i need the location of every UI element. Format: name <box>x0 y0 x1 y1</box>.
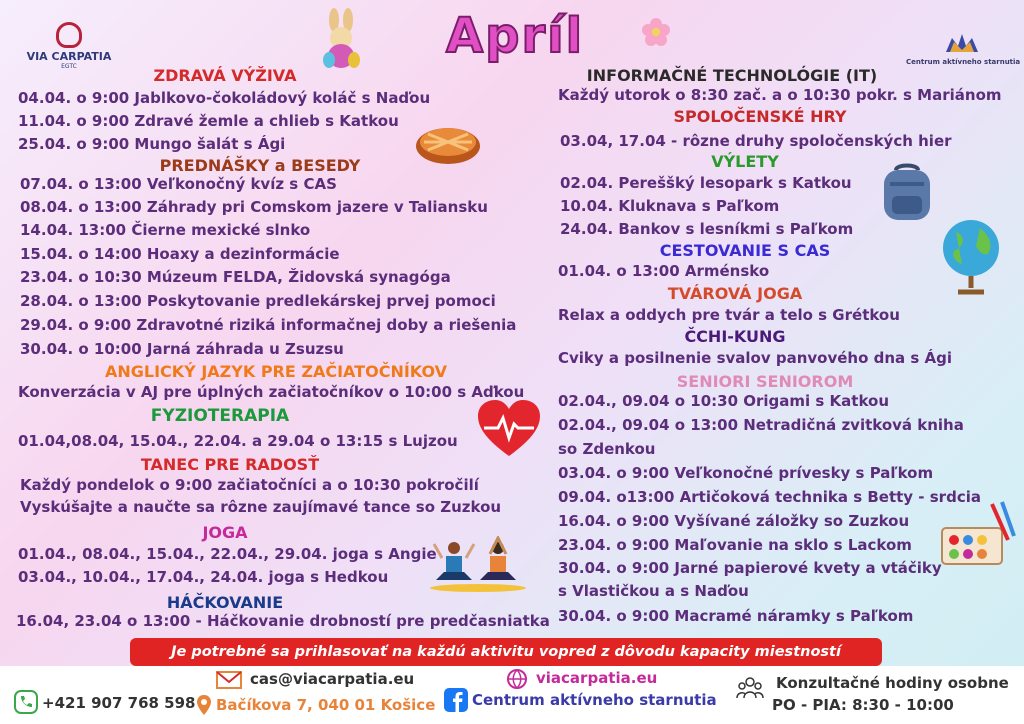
location-icon <box>196 694 212 716</box>
footer-web[interactable]: viacarpatia.eu <box>536 669 658 687</box>
heading-chi-kung: ČCHI-KUNG <box>684 327 786 346</box>
crown-icon <box>942 32 982 54</box>
list-item: 16.04. o 9:00 Vyšívané záložky so Zuzkou <box>558 512 910 530</box>
heading-anglicky-jazyk: ANGLICKÝ JAZYK PRE ZAČIATOČNÍKOV <box>104 362 448 381</box>
logo-via-carpatia <box>24 22 114 70</box>
heading-joga: JOGA <box>202 523 248 542</box>
heading-zdrava-vyziva: ZDRAVÁ VÝŽIVA <box>153 66 297 85</box>
heading-tanec: TANEC PRE RADOSŤ <box>140 455 320 474</box>
page-title: Apríl <box>445 8 585 64</box>
list-item: 01.04. o 13:00 Arménsko <box>558 262 770 280</box>
heading-spolocenske-hry: SPOLOČENSKÉ HRY <box>673 107 847 126</box>
list-item: 10.04. Kluknava s Paľkom <box>560 197 780 215</box>
list-item: Každý pondelok o 9:00 začiatočníci a o 10:30 pokročilí <box>20 476 479 494</box>
list-item: 23.04. o 10:30 Múzeum FELDA, Židovská synagóga <box>20 268 451 286</box>
list-item: Konverzácia v AJ pre úplných začiatočníkov o 10:00 s Aďkou <box>18 383 525 401</box>
list-item: 29.04. o 9:00 Zdravotné riziká informačnej doby a riešenia <box>20 316 517 334</box>
list-item: 02.04. Pereššký lesopark s Katkou <box>560 174 852 192</box>
footer-hours-label: Konzultačné hodiny osobne <box>776 674 1009 692</box>
list-item: 01.04,08.04, 15.04., 22.04. a 29.04 o 13:15 s Lujzou <box>18 432 458 450</box>
web-icon <box>506 668 528 690</box>
list-item: 28.04. o 13:00 Poskytovanie predlekárskej prvej pomoci <box>20 292 496 310</box>
footer-email[interactable]: cas@viacarpatia.eu <box>250 670 415 688</box>
list-item: Vyskúšajte a naučte sa rôzne zaujímavé tance so Zuzkou <box>20 498 502 516</box>
list-item: Cviky a posilnenie svalov panvového dna s Ági <box>558 349 953 367</box>
backpack-icon <box>876 162 938 224</box>
list-item: 14.04. 13:00 Čierne mexické slnko <box>20 221 311 239</box>
heading-it: INFORMAČNÉ TECHNOLÓGIE (IT) <box>586 66 878 85</box>
list-item: 24.04. Bankov s lesníkmi s Paľkom <box>560 220 854 238</box>
list-item: Relax a oddych pre tvár a telo s Grétkou <box>558 306 900 324</box>
list-item: 25.04. o 9:00 Mungo šalát s Ági <box>18 135 286 153</box>
list-item: 03.04. o 9:00 Veľkonočné prívesky s Paľkom <box>558 464 934 482</box>
yoga-people-icon <box>428 536 528 592</box>
list-item: 16.04, 23.04 o 13:00 - Háčkovanie drobností pre predčasniatka <box>16 612 550 630</box>
list-item: 03.04, 17.04 - rôzne druhy spoločenských hier <box>560 132 952 150</box>
list-item: 30.04. o 9:00 Jarné papierové kvety a vtáčiky <box>558 559 942 577</box>
list-item: 04.04. o 9:00 Jablkovo-čokoládový koláč s Naďou <box>18 89 431 107</box>
flower-icon <box>640 16 672 48</box>
list-item: 15.04. o 14:00 Hoaxy a dezinformácie <box>20 245 340 263</box>
list-item: Každý utorok o 8:30 zač. a o 10:30 pokr. s Mariánom <box>558 86 1002 104</box>
heading-fyzioterapia: FYZIOTERAPIA <box>150 406 290 426</box>
heading-prednasky: PREDNÁŠKY a BESEDY <box>159 156 361 175</box>
globe-icon <box>936 216 1006 296</box>
footer-phone[interactable]: +421 907 768 598 <box>42 694 196 712</box>
list-item: s Vlastičkou a s Naďou <box>558 582 749 600</box>
list-item: 23.04. o 9:00 Maľovanie na sklo s Lackom <box>558 536 912 554</box>
list-item: 11.04. o 9:00 Zdravé žemle a chlieb s Katkou <box>18 112 399 130</box>
heading-cestovanie: CESTOVANIE S CAS <box>659 241 831 260</box>
phone-icon <box>14 690 38 714</box>
list-item: 01.04., 08.04., 15.04., 22.04., 29.04. joga s Angie <box>18 545 437 563</box>
list-item: 02.04., 09.04 o 10:30 Origami s Katkou <box>558 392 889 410</box>
list-item: so Zdenkou <box>558 440 656 458</box>
list-item: 30.04. o 10:00 Jarná záhrada u Zsuzsu <box>20 340 344 358</box>
list-item: 02.04., 09.04 o 13:00 Netradičná zvitková kniha <box>558 416 964 434</box>
heading-seniori-seniorom: SENIORI SENIOROM <box>676 372 854 391</box>
logo-left-name: VIA CARPATIA <box>26 50 112 63</box>
logo-right-name: Centrum aktívneho starnutia <box>906 58 1021 66</box>
heart-pulse-icon <box>476 398 542 460</box>
mail-icon <box>216 670 242 690</box>
heading-hackovanie: HÁČKOVANIE <box>166 593 284 612</box>
list-item: 30.04. o 9:00 Macramé náramky s Paľkom <box>558 607 914 625</box>
footer-address: Bačíkova 7, 040 01 Košice <box>216 696 436 714</box>
heading-tvarova-joga: TVÁROVÁ JOGA <box>667 284 803 303</box>
people-icon <box>736 676 764 700</box>
footer-facebook[interactable]: Centrum aktívneho starnutia <box>472 691 717 709</box>
list-item: 09.04. o13:00 Artičoková technika s Betty - srdcia <box>558 488 981 506</box>
list-item: 03.04., 10.04., 17.04., 24.04. joga s Hedkou <box>18 568 389 586</box>
footer-hours: PO - PIA: 8:30 - 10:00 <box>772 696 954 714</box>
heading-vylety: VÝLETY <box>711 152 779 171</box>
registration-notice: Je potrebné sa prihlasovať na každú aktivitu vopred z dôvodu kapacity miestností <box>130 638 882 666</box>
list-item: 08.04. o 13:00 Záhrady pri Comskom jazere v Taliansku <box>20 198 488 216</box>
logo-left-sub: EGTC <box>61 63 77 70</box>
facebook-icon[interactable] <box>444 688 468 712</box>
pie-icon <box>414 118 482 166</box>
list-item: 07.04. o 13:00 Veľkonočný kvíz s CAS <box>20 175 337 193</box>
logo-cas <box>906 32 1021 66</box>
bunny-egg-icon <box>316 8 368 70</box>
craft-supplies-icon <box>932 500 1018 572</box>
shield-icon <box>56 22 82 48</box>
